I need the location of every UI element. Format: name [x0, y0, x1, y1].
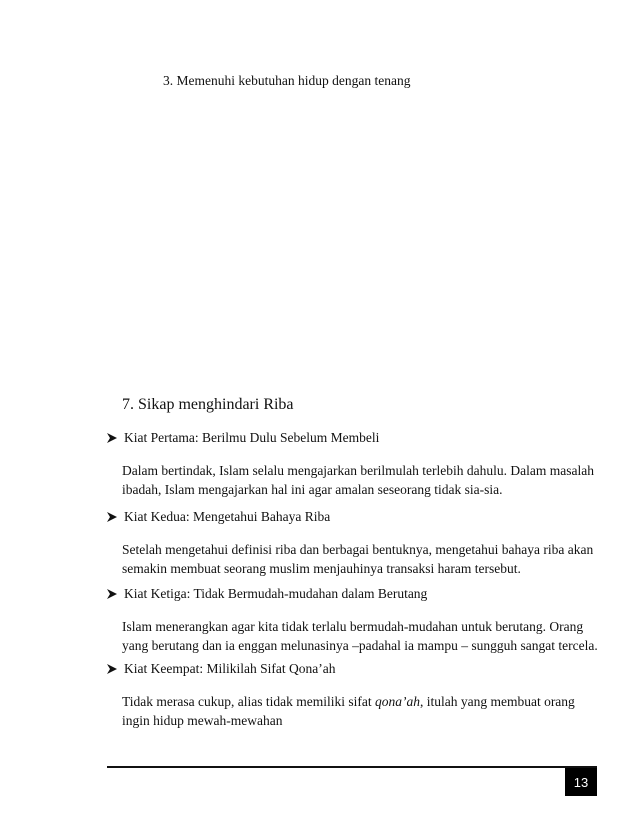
tip-3-line-2: yang berutang dan ia enggan melunasinya –padahal ia mampu – sungguh sangat tercela.	[122, 638, 598, 653]
arrowhead-bullet-icon	[106, 588, 118, 600]
tip-2-title-row	[106, 509, 330, 525]
tip-4-paragraph	[122, 692, 575, 730]
arrowhead-bullet-icon	[106, 663, 118, 675]
tip-1-title-row	[106, 430, 379, 446]
tip-4-line-1-start: Tidak merasa cukup, alias tidak memiliki sifat	[122, 694, 375, 709]
tip-4-line-1-end: , itulah yang membuat orang	[419, 694, 575, 709]
tip-2-line-2: semakin membuat seorang muslim menjauhinya transaksi haram tersebut.	[122, 561, 521, 576]
tip-4-line-2: ingin hidup mewah-mewahan	[122, 713, 283, 728]
tip-4-title: Kiat Keempat: Milikilah Sifat Qona’ah	[124, 661, 336, 676]
tip-1-title: Kiat Pertama: Berilmu Dulu Sebelum Membeli	[124, 430, 380, 445]
tip-3-paragraph	[122, 617, 598, 655]
tip-4-line-1	[122, 692, 575, 711]
tip-4-title-row	[106, 661, 335, 677]
tip-3-title-row	[106, 586, 427, 602]
arrowhead-bullet-icon	[106, 432, 118, 444]
tip-1-line-1: Dalam bertindak, Islam selalu mengajarkan berilmulah terlebih dahulu. Dalam masalah	[122, 463, 594, 478]
tip-1-paragraph	[122, 461, 594, 499]
section-heading: 7. Sikap menghindari Riba	[122, 396, 294, 413]
tip-4-italic-term: qona’ah	[374, 694, 420, 709]
list-item-3: 3. Memenuhi kebutuhan hidup dengan tenang	[163, 73, 411, 88]
tip-1-line-2: ibadah, Islam mengajarkan hal ini agar amalan seseorang tidak sia-sia.	[122, 482, 503, 497]
tip-2-paragraph	[122, 540, 594, 578]
tip-2-title: Kiat Kedua: Mengetahui Bahaya Riba	[124, 509, 331, 524]
tip-3-line-1: Islam menerangkan agar kita tidak terlalu bermudah-mudahan untuk berutang. Orang	[122, 619, 584, 634]
tip-3-title: Kiat Ketiga: Tidak Bermudah-mudahan dalam Berutang	[124, 586, 428, 601]
footer-divider	[107, 766, 597, 768]
page-number: 13	[565, 768, 597, 796]
arrowhead-bullet-icon	[106, 511, 118, 523]
tip-2-line-1: Setelah mengetahui definisi riba dan berbagai bentuknya, mengetahui bahaya riba akan	[122, 542, 594, 557]
